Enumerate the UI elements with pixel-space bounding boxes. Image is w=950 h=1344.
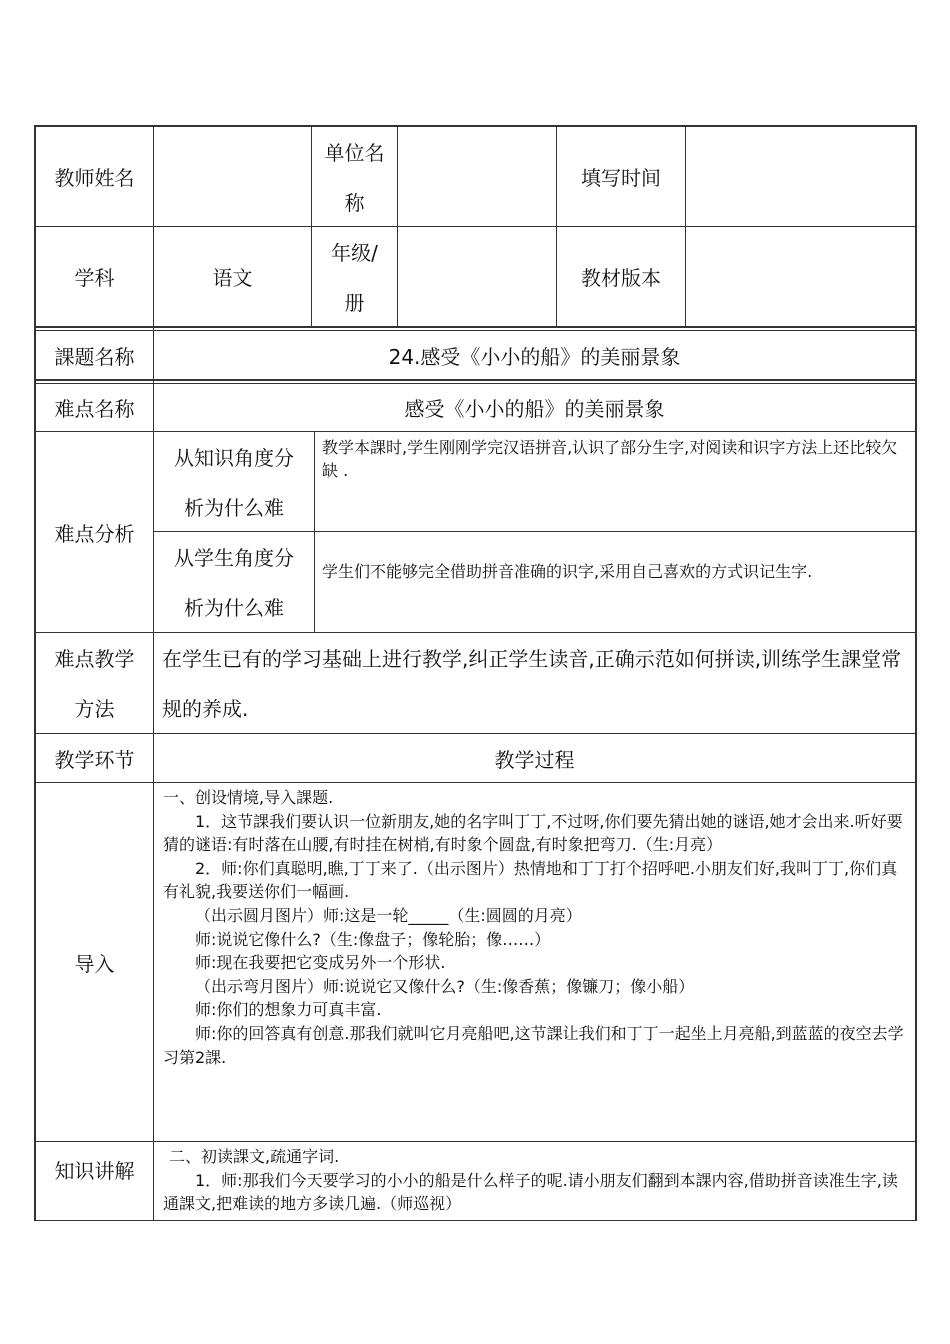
intro-label: 导入 <box>74 951 115 976</box>
intro-line: 师:说说它像什么?（生:像盘子；像轮胎；像……） <box>195 929 551 949</box>
knowledge-angle-label <box>154 433 314 533</box>
subject-label: 学科 <box>74 266 115 290</box>
intro-line: （出示圆月图片）师:这是一轮_____（生:圆圆的月亮） <box>195 905 582 925</box>
intro-line: （出示弯月图片）师:说说它又像什么?（生:像香蕉；像镰刀；像小船） <box>195 976 695 996</box>
unit-name-label-line1: 单位名 <box>324 141 385 165</box>
student-angle-line2: 析为什么难 <box>184 596 284 620</box>
intro-line: 1．这节課我们要认识一位新朋友,她的名字叫丁丁,不过呀,你们要先猜出她的谜语,她才会出来.听好要猜的谜语:有时落在山腰,有时挂在树梢,有时象个圆盘,有时象把弯刀.（生:月亮） <box>163 811 903 855</box>
student-angle-label <box>154 533 314 633</box>
subject-value: 语文 <box>212 266 253 290</box>
knowledge-content <box>163 1145 907 1216</box>
difficulty-value: 感受《小小的船》的美丽景象 <box>404 397 665 421</box>
fill-time-value[interactable] <box>686 127 915 226</box>
teacher-name-label: 教师姓名 <box>54 166 135 190</box>
grade-label-line1: 年级/ <box>331 241 378 265</box>
method-label-line2: 方法 <box>74 697 115 721</box>
student-angle-text: 学生们不能够完全借助拼音准确的识字,采用自己喜欢的方式识记生字. <box>322 562 813 581</box>
knowledge-label: 知识讲解 <box>54 1159 135 1183</box>
topic-value: 24.感受《小小的船》的美丽景象 <box>388 344 681 369</box>
teacher-name-value[interactable] <box>154 127 311 226</box>
method-label <box>36 634 153 734</box>
intro-line: 2．师:你们真聪明,瞧,丁丁来了.（出示图片）热情地和丁丁打个招呼吧.小朋友们好,我叫丁丁,你们真有礼貌,我要送你们一幅画. <box>163 858 898 902</box>
fill-time-label: 填写时间 <box>581 166 661 190</box>
student-angle-line1: 从学生角度分 <box>174 546 294 570</box>
row-divider <box>34 326 916 328</box>
knowledge-angle-line1: 从知识角度分 <box>174 446 294 470</box>
difficulty-label: 难点名称 <box>54 397 135 421</box>
analysis-label: 难点分析 <box>54 521 135 546</box>
row-divider <box>34 782 916 783</box>
unit-name-label-line2: 称 <box>344 191 365 215</box>
textbook-value[interactable] <box>686 227 915 326</box>
method-label-line1: 难点教学 <box>54 647 135 671</box>
process-header: 教学过程 <box>494 747 575 772</box>
grade-label-line2: 册 <box>344 291 365 315</box>
textbook-label: 教材版本 <box>581 266 661 290</box>
row-divider <box>34 1141 916 1142</box>
knowledge-line: 1．师:那我们今天要学习的小小的船是什么样子的呢.请小朋友们翻到本課内容,借助拼音读准生字,读通課文,把难读的地方多读几遍.（师巡视） <box>163 1170 898 1214</box>
intro-line: 一、创设情境,导入課题. <box>163 788 334 807</box>
row-divider <box>34 379 916 381</box>
intro-line: 师:你的回答真有创意.那我们就叫它月亮船吧,这节課让我们和丁丁一起坐上月亮船,到蓝蓝的夜空去学习第2課. <box>163 1023 904 1067</box>
grade-label <box>312 228 397 328</box>
table-border-bottom <box>34 1220 916 1221</box>
table-border-right <box>915 125 917 1221</box>
col-divider <box>314 431 315 633</box>
knowledge-angle-line2: 析为什么难 <box>184 496 284 520</box>
intro-line: 师:现在我要把它变成另外一个形状. <box>195 953 446 973</box>
row-divider <box>34 431 916 432</box>
unit-name-label <box>312 128 397 228</box>
knowledge-angle-text: 教学本課时,学生刚刚学完汉语拼音,认识了部分生字,对阅读和识字方法上还比较欠缺 . <box>322 438 898 480</box>
topic-label: 課题名称 <box>54 344 135 369</box>
method-text: 在学生已有的学习基础上进行教学,纠正学生读音,正确示范如何拼读,训练学生課堂常规的养成. <box>162 647 902 721</box>
unit-name-value[interactable] <box>398 127 556 226</box>
stage-header: 教学环节 <box>54 747 135 772</box>
grade-value[interactable] <box>398 227 556 326</box>
intro-line: 师:你们的想象力可真丰富. <box>195 1000 382 1020</box>
intro-content <box>163 786 907 1069</box>
knowledge-line: 二、初读課文,疏通字词. <box>169 1147 340 1166</box>
